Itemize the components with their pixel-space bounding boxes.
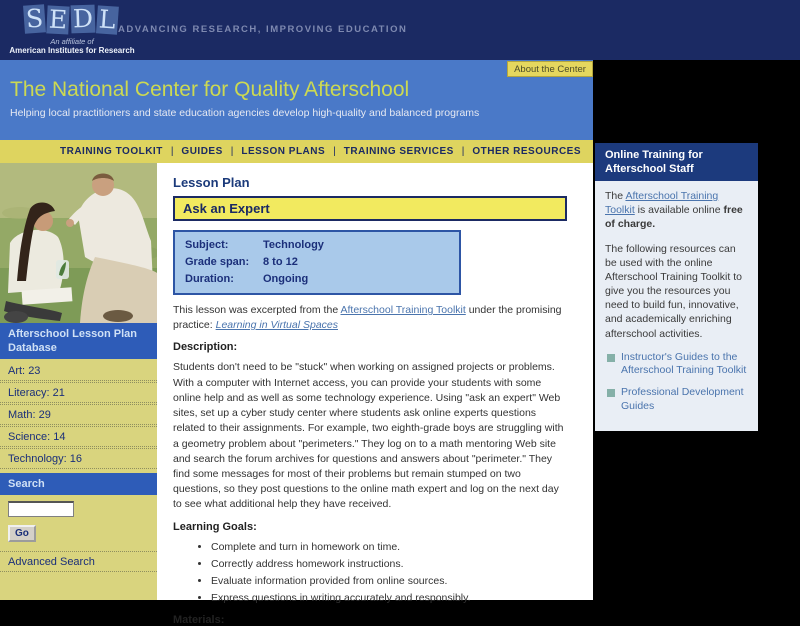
- nav-lesson-plans[interactable]: LESSON PLANS: [241, 146, 326, 157]
- sedl-logo-letter: D: [72, 3, 94, 34]
- nav-separator: |: [170, 146, 174, 157]
- sidebar-category-art[interactable]: [0, 361, 157, 381]
- affiliate-line1: An affiliate of: [50, 37, 94, 46]
- page-title: Lesson Plan: [173, 175, 250, 190]
- instructors-guides-link[interactable]: [607, 351, 749, 378]
- category-label: Science:: [8, 431, 51, 443]
- excerpt-text: This lesson was excerpted from the: [173, 304, 341, 316]
- category-count: 16: [69, 453, 83, 465]
- tagline: ADVANCING RESEARCH, IMPROVING EDUCATION: [118, 24, 408, 35]
- learning-in-virtual-spaces-link[interactable]: Learning in Virtual Spaces: [215, 319, 338, 332]
- main-nav: [0, 140, 593, 163]
- top-bar: [0, 0, 800, 60]
- sidebar-category-technology[interactable]: [0, 448, 157, 469]
- sedl-logo-letter: S: [24, 3, 45, 34]
- meta-row-subject: [185, 237, 449, 254]
- meta-label: Duration:: [185, 273, 234, 285]
- meta-label: Subject:: [185, 239, 229, 251]
- panel-toolkit-link[interactable]: Afterschool Training Toolkit: [605, 190, 719, 217]
- instructor-student-photo: [0, 163, 157, 323]
- site-title: The National Center for Quality Afterschool: [10, 78, 410, 101]
- panel-body-text: The following resources can be used with the online Afterschool Training Toolkit to give you the resources you need to build fun, innovative, and academically enriching afterschool activities.: [605, 242, 742, 340]
- description-heading: Description:: [173, 341, 238, 354]
- afterschool-training-toolkit-link[interactable]: Afterschool Training Toolkit: [340, 304, 466, 316]
- goal-item: • Evaluate information provided from online sources.: [211, 574, 567, 589]
- excerpt-paragraph: [173, 303, 567, 333]
- category-list: [0, 359, 157, 473]
- left-sidebar: [0, 163, 157, 600]
- sedl-logo[interactable]: [24, 5, 120, 33]
- nav-other-resources[interactable]: OTHER RESOURCES: [472, 146, 582, 157]
- goal-item: • Complete and turn in homework on time.: [211, 540, 567, 555]
- online-training-panel: [595, 143, 758, 431]
- nav-separator: |: [230, 146, 234, 157]
- category-label: Art:: [8, 365, 26, 377]
- goal-item: • Express questions in writing accurately and responsibly.: [211, 591, 567, 606]
- panel-link-label: Instructor's Guides to the Afterschool Training Toolkit: [621, 350, 747, 377]
- lesson-meta-box: [173, 230, 461, 295]
- panel-intro-text: The: [605, 190, 626, 202]
- advanced-search-link[interactable]: Advanced Search: [0, 551, 157, 572]
- category-count: 21: [52, 387, 65, 399]
- search-header: Search: [0, 473, 157, 495]
- sidebar-category-math[interactable]: [0, 404, 157, 425]
- nav-training-services[interactable]: TRAINING SERVICES: [343, 146, 454, 157]
- search-area: [0, 495, 157, 544]
- category-label: Literacy:: [8, 387, 50, 399]
- category-count: 14: [53, 431, 66, 443]
- logo-affiliate-text: [2, 37, 142, 55]
- site-header: [0, 60, 593, 140]
- site-subtitle: Helping local practitioners and state education agencies develop high-quality and balanced programs: [10, 107, 480, 119]
- affiliate-line2: American Institutes for Research: [9, 46, 135, 55]
- sidebar-category-science[interactable]: [0, 426, 157, 447]
- lesson-title-banner: Ask an Expert: [173, 196, 567, 221]
- learning-goals-heading: Learning Goals:: [173, 520, 257, 533]
- meta-row-duration: [185, 271, 449, 288]
- category-label: Technology:: [8, 453, 67, 465]
- nav-guides[interactable]: GUIDES: [181, 146, 223, 157]
- meta-value: 8 to 12: [263, 256, 298, 268]
- sedl-logo-letter: E: [48, 4, 69, 35]
- square-bullet-icon: [607, 354, 615, 362]
- panel-link-list: [607, 351, 749, 414]
- goal-item: • Correctly address homework instructions.: [211, 557, 567, 572]
- go-button[interactable]: Go: [8, 525, 36, 542]
- meta-value: Ongoing: [263, 273, 309, 285]
- sedl-logo-letter: L: [98, 4, 118, 35]
- online-training-panel-header: Online Training for Afterschool Staff: [595, 143, 758, 181]
- meta-value: Technology: [263, 239, 324, 251]
- materials-heading: Materials:: [173, 613, 225, 626]
- category-label: Math:: [8, 409, 36, 421]
- panel-intro: [605, 189, 749, 232]
- category-count: 23: [28, 365, 41, 377]
- meta-row-grade-span: [185, 254, 449, 271]
- description-paragraph: Students don't need to be "stuck" when working on assigned projects or problems. With a computer with Internet access, you can provide your students with some online help and as well as some technology experience. Using "ask an expert" Web sites, set up a cyber study center where students ask online experts questions related to their assignments. For example, two eighth-grade boys are struggling with a geometry problem about "perimeters." They log on to a math mentoring Web site and search the forum archives for questions and answers about "perimeter." They find some messages for most of their problems but remain stumped on two questions, so they post questions to the online math expert and log on the next day to see what additional help they have received.: [173, 361, 564, 511]
- nav-separator: |: [461, 146, 465, 157]
- category-count: 29: [38, 409, 51, 421]
- sidebar-category-literacy[interactable]: [0, 382, 157, 403]
- panel-link-label: Professional Development Guides: [621, 386, 744, 412]
- search-input[interactable]: [8, 501, 74, 517]
- learning-goals-list: [211, 540, 567, 606]
- online-training-panel-body: [595, 181, 758, 431]
- meta-label: Grade span:: [185, 256, 250, 268]
- main-content: [157, 163, 593, 626]
- lesson-plan-database-header: Afterschool Lesson Plan Database: [0, 323, 157, 359]
- about-the-center-tab[interactable]: About the Center: [507, 61, 593, 77]
- nav-separator: |: [333, 146, 336, 157]
- excerpt-text: under the promising practice:: [173, 304, 562, 332]
- professional-development-guides-link[interactable]: [607, 386, 749, 413]
- nav-training-toolkit[interactable]: TRAINING TOOLKIT: [60, 146, 163, 157]
- panel-intro-text: is available online: [634, 204, 724, 217]
- square-bullet-icon: [607, 389, 615, 397]
- panel-free-of-charge: free of charge.: [605, 204, 743, 231]
